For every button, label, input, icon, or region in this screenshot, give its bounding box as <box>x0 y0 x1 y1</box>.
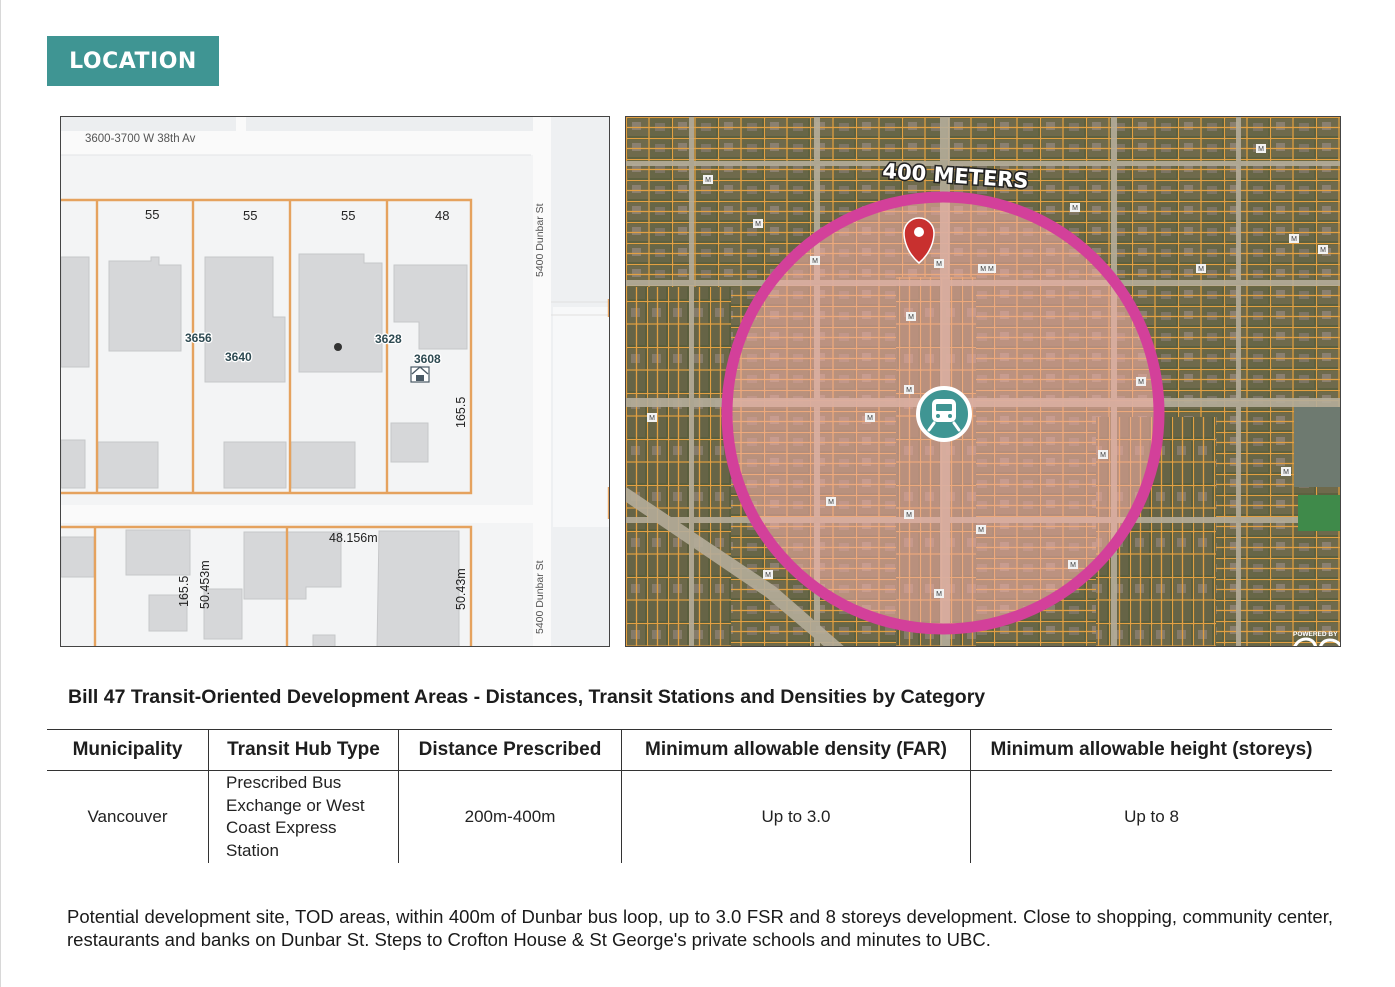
table-row <box>47 771 1332 864</box>
dimension-label: 50.43m <box>454 568 468 610</box>
column-header: Transit Hub Type <box>209 730 399 771</box>
svg-text:M: M <box>1320 247 1326 254</box>
svg-text:M: M <box>936 261 942 268</box>
table-header-row <box>47 730 1332 771</box>
column-header: Municipality <box>47 730 209 771</box>
lot-plan-map <box>60 116 610 647</box>
frontage-label: 55 <box>145 207 160 222</box>
svg-text:M: M <box>1258 146 1264 153</box>
svg-text:M: M <box>755 221 761 228</box>
train-icon <box>918 388 970 440</box>
svg-text:M: M <box>1100 452 1106 459</box>
lot-number-label: 3640 <box>225 350 252 364</box>
lot-number-label: 3608 <box>414 352 441 366</box>
svg-text:M: M <box>1138 379 1144 386</box>
svg-text:M: M <box>978 527 984 534</box>
density-cell: Up to 3.0 <box>622 771 971 864</box>
svg-text:M: M <box>1198 266 1204 273</box>
svg-text:M: M <box>867 415 873 422</box>
lot-number-label: 3656 <box>185 331 212 345</box>
municipality-cell: Vancouver <box>87 807 168 826</box>
frontage-label: 55 <box>243 208 258 223</box>
svg-text:M: M <box>908 314 914 321</box>
radius-map-svg <box>626 117 1341 647</box>
hub-type-line: Station <box>226 840 279 860</box>
column-header: Distance Prescribed <box>399 730 622 771</box>
frontage-label: 48 <box>435 208 450 223</box>
table-caption: Bill 47 Transit-Oriented Development Areas - Distances, Transit Stations and Densities by Category <box>68 686 986 708</box>
lot-plan-svg <box>61 117 610 647</box>
svg-text:M M: M M <box>980 266 994 273</box>
svg-text:M: M <box>1072 205 1078 212</box>
depth-label-lower: 165.5 <box>177 575 191 607</box>
distance-cell: 200m-400m <box>399 771 622 864</box>
dimension-label: 50.453m <box>198 560 212 609</box>
column-header: Minimum allowable height (storeys) <box>971 730 1333 771</box>
street-label-side-lower: 5400 Dunbar St <box>534 560 546 634</box>
svg-text:M: M <box>1283 469 1289 476</box>
depth-label: 165.5 <box>454 396 468 428</box>
height-cell: Up to 8 <box>971 771 1333 864</box>
property-description: Potential development site, TOD areas, within 400m of Dunbar bus loop, up to 3.0 FSR and 8 storeys development. Close to shopping, community center, restaurants and banks on Dunbar St. Steps to Crofton House & St George's private schools and minutes to UBC. <box>67 906 1333 950</box>
street-label-side: 5400 Dunbar St <box>534 203 546 277</box>
svg-text:M: M <box>906 512 912 519</box>
powered-by-label: POWERED BY <box>1293 631 1338 638</box>
hub-type-line: Prescribed Bus <box>226 773 342 792</box>
hub-type-line: Exchange or West <box>226 795 365 815</box>
svg-text:M: M <box>649 415 655 422</box>
svg-text:M: M <box>936 591 942 598</box>
radius-satellite-map <box>625 116 1341 647</box>
section-badge-label: LOCATION <box>69 48 197 74</box>
street-label-top: 3600-3700 W 38th Av <box>85 133 196 145</box>
section-badge <box>47 36 219 86</box>
column-header: Minimum allowable density (FAR) <box>622 730 971 771</box>
svg-text:M: M <box>765 572 771 579</box>
width-label: 48.156m <box>329 531 378 545</box>
hub-type-cell <box>209 771 399 864</box>
tod-table <box>47 729 1332 863</box>
house-marker-icon <box>411 367 429 382</box>
frontage-label: 55 <box>341 208 356 223</box>
lot-number-label: 3628 <box>375 332 402 346</box>
svg-text:M: M <box>705 177 711 184</box>
svg-text:M: M <box>1070 562 1076 569</box>
svg-text:M: M <box>812 258 818 265</box>
page-left-rule <box>0 0 1 987</box>
radius-label: 400 METERS <box>881 158 1030 194</box>
svg-text:M: M <box>906 387 912 394</box>
svg-text:M: M <box>1291 236 1297 243</box>
svg-text:M: M <box>828 499 834 506</box>
hub-type-line: Coast Express <box>226 818 337 837</box>
